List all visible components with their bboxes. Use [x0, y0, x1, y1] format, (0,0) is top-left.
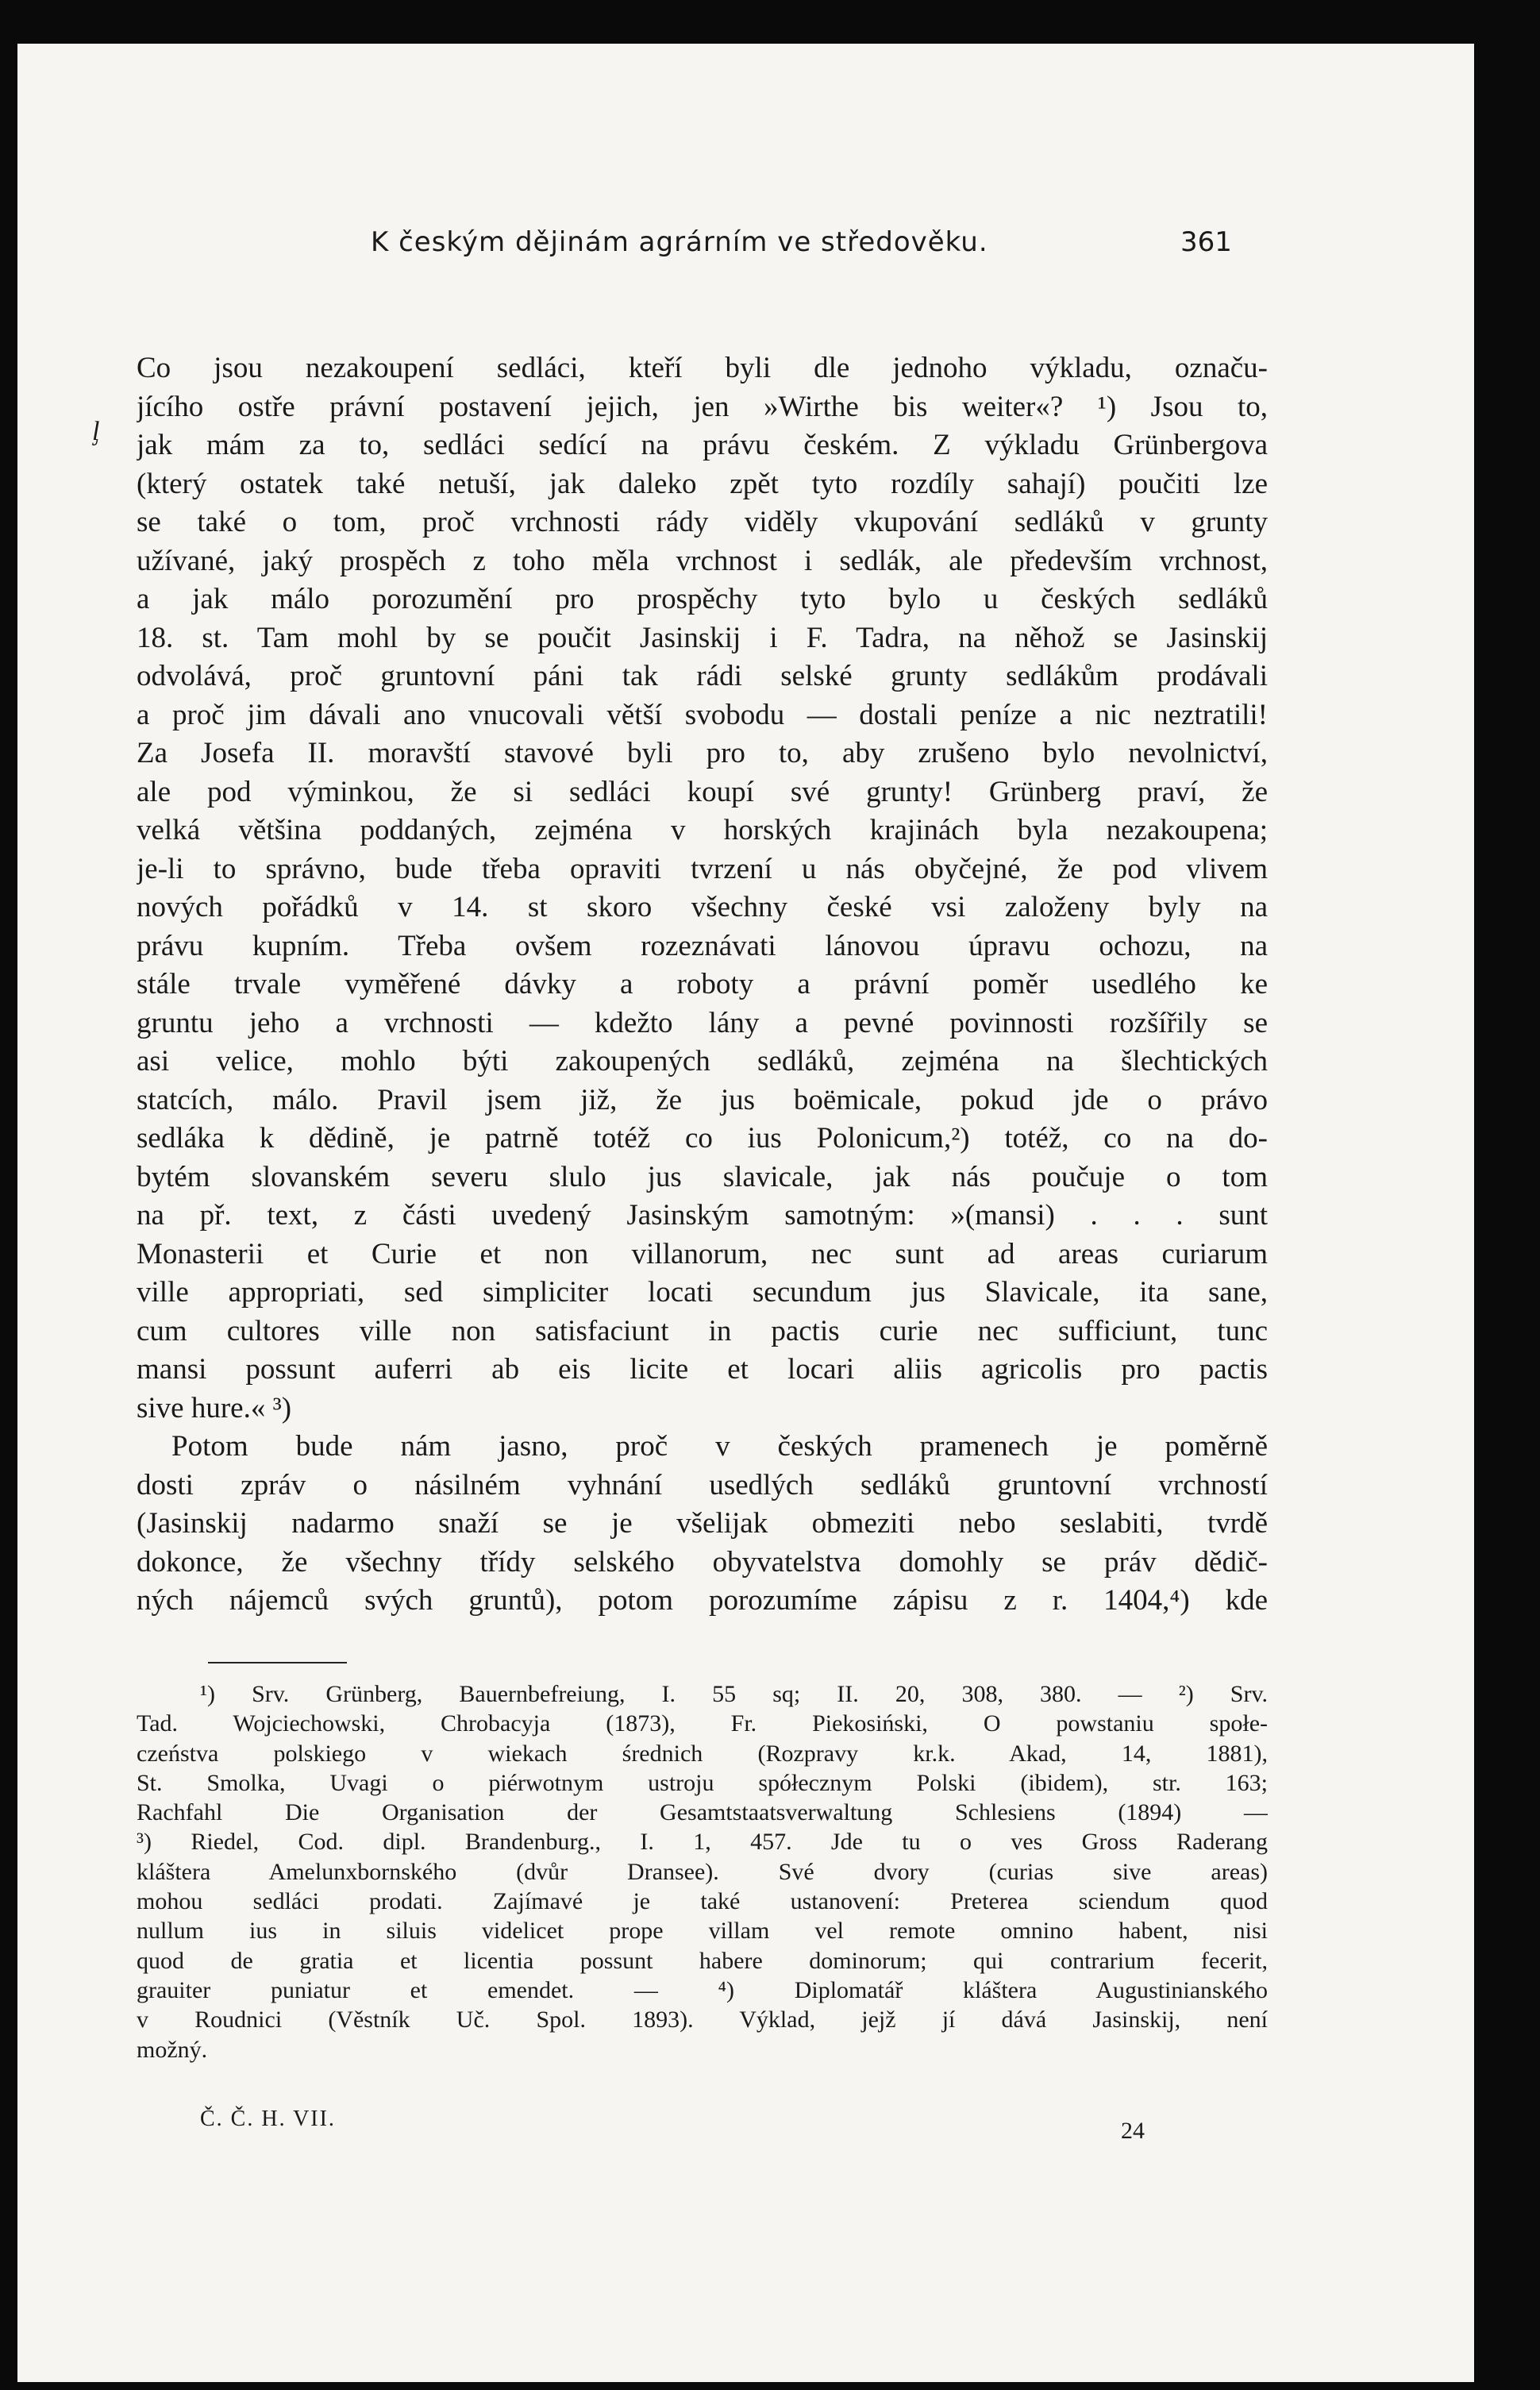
body-line: bytém slovanském severu slulo jus slavicale, jak nás poučuje o tom — [137, 1160, 1268, 1193]
running-title: K českým dějinám agrárním ve středověku. — [371, 226, 988, 258]
sheet-number: 24 — [1121, 2118, 1145, 2144]
signature-mark: Č. Č. H. VII. — [200, 2107, 336, 2131]
footnote-line: Tad. Wojciechowski, Chrobacyja (1873), Fr. Piekosiński, O powstaniu społe- — [137, 1710, 1268, 1737]
body-line: Monasterii et Curie et non villanorum, nec sunt ad areas curiarum — [137, 1237, 1268, 1270]
margin-mark: ᶅ — [92, 417, 100, 446]
body-line: dosti zpráv o násilném vyhnání usedlých sedláků gruntovní vrchností — [137, 1468, 1268, 1501]
body-line: gruntu jeho a vrchnosti — kdežto lány a pevné povinnosti rozšířily se — [137, 1006, 1268, 1039]
footnote-line: možný. — [137, 2036, 208, 2063]
body-line: statcích, málo. Pravil jsem již, že jus boëmicale, pokud jde o právo — [137, 1083, 1268, 1116]
page-number: 361 — [1180, 226, 1232, 258]
body-line: a proč jim dávali ano vnucovali větší svobodu — dostali peníze a nic neztratili! — [137, 698, 1268, 731]
footnote-rule — [208, 1662, 347, 1663]
page-sheet — [17, 44, 1474, 2382]
footnotes — [137, 1679, 1268, 2064]
body-line: dokonce, že všechny třídy selského obyvatelstva domohly se práv dědič- — [137, 1545, 1268, 1579]
body-line: Co jsou nezakoupení sedláci, kteří byli dle jednoho výkladu, označu- — [137, 352, 1268, 384]
body-line: je-li to správno, bude třeba opraviti tvrzení u nás obyčejné, že pod vlivem — [137, 852, 1268, 885]
body-line: 18. st. Tam mohl by se poučit Jasinskij i F. Tadra, na něhož se Jasinskij — [137, 621, 1268, 654]
body-line: asi velice, mohlo býti zakoupených sedláků, zejména na šlechtických — [137, 1045, 1268, 1077]
body-line: Potom bude nám jasno, proč v českých pramenech je poměrně — [171, 1430, 1268, 1463]
body-line: sedláka k dědině, je patrně totéž co ius Polonicum,²) totéž, co na do- — [137, 1122, 1268, 1155]
body-line: právu kupním. Třeba ovšem rozeznávati lánovou úpravu ochozu, na — [137, 929, 1268, 962]
body-line: (Jasinskij nadarmo snaží se je všelijak obmeziti nebo seslabiti, tvrdě — [137, 1507, 1268, 1540]
footnote-line: v Roudnici (Věstník Uč. Spol. 1893). Výklad, jejž jí dává Jasinskij, není — [137, 2006, 1268, 2033]
footnote-line: grauiter puniatur et emendet. — ⁴) Diplomatář kláštera Augustinianského — [137, 1976, 1268, 2003]
body-line: (který ostatek také netuší, jak daleko zpět tyto rozdíly sahají) poučiti lze — [137, 467, 1268, 500]
body-line: cum cultores ville non satisfaciunt in pactis curie nec sufficiunt, tunc — [137, 1314, 1268, 1347]
running-head — [17, 226, 1474, 274]
body-line: velká většina poddaných, zejména v horských krajinách byla nezakoupena; — [137, 814, 1268, 846]
body-line: na př. text, z části uvedený Jasinským samotným: »(mansi) . . . sunt — [137, 1199, 1268, 1232]
body-line: se také o tom, proč vrchnosti rády viděly vkupování sedláků v grunty — [137, 506, 1268, 538]
body-line: ale pod výminkou, že si sedláci koupí své grunty! Grünberg praví, že — [137, 775, 1268, 808]
body-line: stále trvale vyměřené dávky a roboty a právní poměr usedlého ke — [137, 968, 1268, 1000]
body-line: sive hure.« ³) — [137, 1391, 292, 1424]
footnote-line: St. Smolka, Uvagi o piérwotnym ustroju spółecznym Polski (ibidem), str. 163; — [137, 1769, 1268, 1796]
footnote-line: ³) Riedel, Cod. dipl. Brandenburg., I. 1, 457. Jde tu o ves Gross Raderang — [137, 1829, 1268, 1856]
body-line: jícího ostře právní postavení jejich, jen »Wirthe bis weiter«? ¹) Jsou to, — [137, 390, 1268, 423]
body-line: ville appropriati, sed simpliciter locati secundum jus Slavicale, ita sane, — [137, 1276, 1268, 1309]
body-line: a jak málo porozumění pro prospěchy tyto bylo u českých sedláků — [137, 583, 1268, 615]
footnote-line: ¹) Srv. Grünberg, Bauernbefreiung, I. 55 sq; II. 20, 308, 380. — ²) Srv. — [200, 1681, 1268, 1707]
footnote-line: quod de gratia et licentia possunt habere dominorum; qui contrarium fecerit, — [137, 1947, 1268, 1974]
body-line: Za Josefa II. moravští stavové byli pro to, aby zrušeno bylo nevolnictví, — [137, 737, 1268, 769]
body-line: odvolává, proč gruntovní páni tak rádi selské grunty sedlákům prodávali — [137, 660, 1268, 692]
body-line: jak mám za to, sedláci sedící na právu českém. Z výkladu Grünbergova — [137, 429, 1268, 461]
body-line: ných nájemců svých gruntů), potom porozumíme zápisu z r. 1404,⁴) kde — [137, 1584, 1268, 1617]
footnote-line: kláštera Amelunxbornského (dvůr Dransee). Své dvory (curias sive areas) — [137, 1858, 1268, 1885]
footnote-line: czeństva polskiego v wiekach średnich (Rozpravy kr.k. Akad, 14, 1881), — [137, 1740, 1268, 1767]
footnote-line: nullum ius in siluis videlicet prope villam vel remote omnino habent, nisi — [137, 1918, 1268, 1945]
body-text — [137, 349, 1268, 1621]
body-line: mansi possunt auferri ab eis licite et locari aliis agricolis pro pactis — [137, 1353, 1268, 1386]
body-line: užívané, jaký prospěch z toho měla vrchnost i sedlák, ale především vrchnost, — [137, 544, 1268, 577]
footnote-line: mohou sedláci prodati. Zajímavé je také ustanovení: Preterea sciendum quod — [137, 1888, 1268, 1915]
footnote-line: Rachfahl Die Organisation der Gesamtstaatsverwaltung Schlesiens (1894) — — [137, 1799, 1268, 1826]
body-line: nových pořádků v 14. st skoro všechny české vsi založeny byly na — [137, 891, 1268, 923]
